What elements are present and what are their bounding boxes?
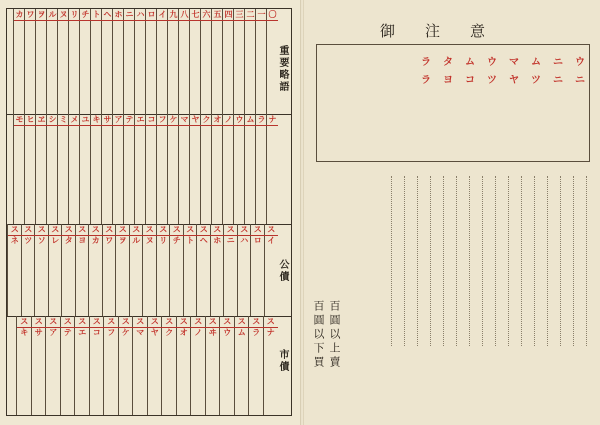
code-column <box>189 114 201 224</box>
code-column <box>156 114 168 224</box>
code-column <box>183 224 198 316</box>
section-heading-3: 市債 <box>277 349 288 373</box>
code-column <box>7 224 22 316</box>
code-column <box>46 114 58 224</box>
code-column <box>156 9 168 114</box>
code-column <box>222 114 234 224</box>
code-letter: スハ <box>238 224 252 236</box>
code-letter: ワ <box>26 9 35 19</box>
code-column <box>178 9 190 114</box>
code-letter: スロ <box>251 224 265 236</box>
section-heading-1: 重要略語 <box>277 45 288 93</box>
code-letter: スナ <box>264 316 279 328</box>
code-letter: スタ <box>62 224 76 236</box>
code-column <box>60 316 76 415</box>
code-letter: ル <box>48 9 57 19</box>
code-column <box>89 316 105 415</box>
code-column <box>129 224 144 316</box>
code-letter: スマ <box>133 316 148 328</box>
code-letter: テ <box>125 114 134 124</box>
code-letter: ヤ <box>191 114 200 124</box>
code-letter: エ <box>136 114 145 124</box>
code-column <box>68 114 80 224</box>
code-letter: スフ <box>104 316 119 328</box>
code-letter: ケ <box>169 114 178 124</box>
code-column <box>57 114 69 224</box>
code-letter: ユ <box>81 114 90 124</box>
code-column <box>266 114 278 224</box>
notice-code-letter-2: ラ <box>421 75 431 86</box>
code-column <box>211 114 223 224</box>
code-column <box>169 224 184 316</box>
code-column <box>219 316 235 415</box>
code-column <box>134 9 146 114</box>
code-letter: リ <box>70 9 79 19</box>
notice-code-letter-2: ツ <box>487 75 497 86</box>
notice-code-letter: ム <box>465 57 475 68</box>
body-text-column <box>417 176 432 346</box>
code-column <box>248 316 264 415</box>
code-letter: スワ <box>103 224 117 236</box>
code-column <box>167 9 179 114</box>
code-column <box>88 224 103 316</box>
code-column <box>161 316 177 415</box>
body-text-column <box>482 176 497 346</box>
body-text-column <box>586 176 600 346</box>
page-fold <box>300 0 304 425</box>
code-letter: オ <box>213 114 222 124</box>
code-letter: スツ <box>22 224 36 236</box>
code-column <box>167 114 179 224</box>
code-column <box>123 9 135 114</box>
code-column <box>115 224 130 316</box>
code-letter: スカ <box>89 224 103 236</box>
code-letter: ロ <box>147 9 156 19</box>
code-column <box>102 224 117 316</box>
code-column <box>79 114 91 224</box>
code-letter: サ <box>103 114 112 124</box>
code-letter: スリ <box>157 224 171 236</box>
body-text-column <box>443 176 458 346</box>
code-letter: スオ <box>177 316 192 328</box>
code-column <box>145 9 157 114</box>
big-label-1: 百圓以上賣 <box>328 300 341 370</box>
code-letter: ウ <box>235 114 244 124</box>
code-column <box>250 224 265 316</box>
code-column <box>223 224 238 316</box>
body-text-column <box>469 176 484 346</box>
code-letter: スキ <box>17 316 32 328</box>
code-column <box>255 114 267 224</box>
notice-code-letter-2: ニ <box>553 75 563 86</box>
code-column <box>68 9 80 114</box>
code-column <box>118 316 134 415</box>
notice-code-letter: マ <box>509 57 519 68</box>
notice-code-letter: ニ <box>553 57 563 68</box>
code-letter: スエ <box>75 316 90 328</box>
code-letter: ヌ <box>59 9 68 19</box>
code-letter: 八 <box>180 9 189 19</box>
code-letter: スク <box>162 316 177 328</box>
body-text-column <box>521 176 536 346</box>
code-letter: マ <box>180 114 189 124</box>
code-column <box>255 9 267 114</box>
code-letter: メ <box>70 114 79 124</box>
code-letter: スイ <box>265 224 279 236</box>
code-column <box>156 224 171 316</box>
code-column <box>48 224 63 316</box>
code-letter: ホ <box>114 9 123 19</box>
code-column <box>200 114 212 224</box>
code-letter: チ <box>81 9 90 19</box>
code-letter: イ <box>158 9 167 19</box>
code-letter: 二 <box>246 9 255 19</box>
code-column <box>13 9 25 114</box>
code-letter: ト <box>92 9 101 19</box>
code-letter: スヰ <box>206 316 221 328</box>
notice-code-letter-2: ヨ <box>443 75 453 86</box>
code-letter: スケ <box>119 316 134 328</box>
code-column <box>24 9 36 114</box>
code-letter: スヨ <box>76 224 90 236</box>
code-column <box>101 9 113 114</box>
code-column <box>233 114 245 224</box>
code-letter: スヌ <box>143 224 157 236</box>
code-letter: ミ <box>59 114 68 124</box>
code-letter: コ <box>147 114 156 124</box>
code-column <box>142 224 157 316</box>
code-column <box>178 114 190 224</box>
code-letter: 〇 <box>268 9 277 19</box>
notice-code-letter-2: ニ <box>575 75 585 86</box>
code-letter: ヲ <box>37 9 46 19</box>
code-column <box>210 224 225 316</box>
code-letter: カ <box>15 9 24 19</box>
code-column <box>112 9 124 114</box>
code-letter: スノ <box>191 316 206 328</box>
notice-code-letter: ウ <box>487 57 497 68</box>
code-letter: 七 <box>191 9 200 19</box>
big-label-2: 百圓以下買 <box>312 300 325 370</box>
code-column <box>123 114 135 224</box>
code-column <box>244 9 256 114</box>
code-column <box>74 316 90 415</box>
code-letter: ステ <box>61 316 76 328</box>
code-column <box>244 114 256 224</box>
code-column <box>103 316 119 415</box>
code-column <box>211 9 223 114</box>
body-text-column <box>456 176 471 346</box>
code-letter: 五 <box>213 9 222 19</box>
code-table <box>6 8 292 416</box>
code-letter: スニ <box>224 224 238 236</box>
body-text-column <box>404 176 419 346</box>
code-column <box>46 9 58 114</box>
code-column <box>145 114 157 224</box>
code-letter: スコ <box>90 316 105 328</box>
code-letter: ニ <box>125 9 134 19</box>
code-letter: スサ <box>32 316 47 328</box>
code-column <box>13 114 25 224</box>
code-column <box>24 114 36 224</box>
code-letter: スチ <box>170 224 184 236</box>
notice-box <box>316 44 590 162</box>
code-letter: フ <box>158 114 167 124</box>
code-column <box>134 114 146 224</box>
code-letter: スル <box>130 224 144 236</box>
code-letter: スア <box>46 316 61 328</box>
code-column <box>34 224 49 316</box>
code-column <box>35 9 47 114</box>
code-letter: 三 <box>235 9 244 19</box>
notice-code-letter: タ <box>443 57 453 68</box>
code-letter: ヒ <box>26 114 35 124</box>
code-column <box>112 114 124 224</box>
code-column <box>200 9 212 114</box>
notice-code-letter-2: ツ <box>531 75 541 86</box>
code-column <box>222 9 234 114</box>
code-letter: 九 <box>169 9 178 19</box>
code-column <box>101 114 113 224</box>
code-letter: スム <box>235 316 250 328</box>
code-column <box>21 224 36 316</box>
code-column <box>196 224 211 316</box>
code-column <box>90 9 102 114</box>
code-column <box>90 114 102 224</box>
table-row-1 <box>7 9 291 115</box>
code-letter: スヘ <box>197 224 211 236</box>
code-letter: スヲ <box>116 224 130 236</box>
code-letter: スレ <box>49 224 63 236</box>
body-text-column <box>495 176 510 346</box>
code-column <box>237 224 252 316</box>
code-letter: ク <box>202 114 211 124</box>
code-letter: スホ <box>211 224 225 236</box>
code-column <box>79 9 91 114</box>
code-column <box>45 316 61 415</box>
code-letter: スヤ <box>148 316 163 328</box>
code-letter: シ <box>48 114 57 124</box>
code-letter: キ <box>92 114 101 124</box>
code-column <box>189 9 201 114</box>
section-heading-2: 公債 <box>277 259 288 283</box>
code-letter: スラ <box>249 316 264 328</box>
code-letter: ラ <box>257 114 266 124</box>
code-letter: ナ <box>268 114 277 124</box>
code-column <box>233 9 245 114</box>
code-letter: スソ <box>35 224 49 236</box>
table-row-2 <box>7 114 291 225</box>
body-text-column <box>534 176 549 346</box>
table-row-4 <box>7 316 291 415</box>
code-letter: ヘ <box>103 9 112 19</box>
code-letter: 一 <box>257 9 266 19</box>
body-text-column <box>560 176 575 346</box>
notice-code-letter: ム <box>531 57 541 68</box>
code-column <box>176 316 192 415</box>
code-letter: スウ <box>220 316 235 328</box>
body-text-column <box>430 176 445 346</box>
code-column <box>61 224 76 316</box>
body-text-column <box>391 176 406 346</box>
code-column <box>205 316 221 415</box>
code-letter: 四 <box>224 9 233 19</box>
code-letter: モ <box>15 114 24 124</box>
code-letter: スネ <box>8 224 22 236</box>
code-letter: ノ <box>224 114 233 124</box>
code-column <box>190 316 206 415</box>
notice-code-letter: ウ <box>575 57 585 68</box>
code-letter: ム <box>246 114 255 124</box>
code-column <box>75 224 90 316</box>
code-column <box>35 114 47 224</box>
code-column <box>147 316 163 415</box>
page-title: 御注意 <box>380 22 516 40</box>
code-column <box>132 316 148 415</box>
notice-code-letter-2: ヤ <box>509 75 519 86</box>
body-text-column <box>508 176 523 346</box>
code-letter: スト <box>184 224 198 236</box>
code-letter: ヱ <box>37 114 46 124</box>
code-letter: ハ <box>136 9 145 19</box>
body-text-column <box>573 176 588 346</box>
code-column <box>31 316 47 415</box>
code-column <box>57 9 69 114</box>
code-column <box>16 316 32 415</box>
table-row-3 <box>7 224 291 317</box>
code-letter: ア <box>114 114 123 124</box>
body-text-column <box>547 176 562 346</box>
code-letter: 六 <box>202 9 211 19</box>
notice-code-letter: ラ <box>421 57 431 68</box>
notice-code-letter-2: コ <box>465 75 475 86</box>
code-column <box>234 316 250 415</box>
